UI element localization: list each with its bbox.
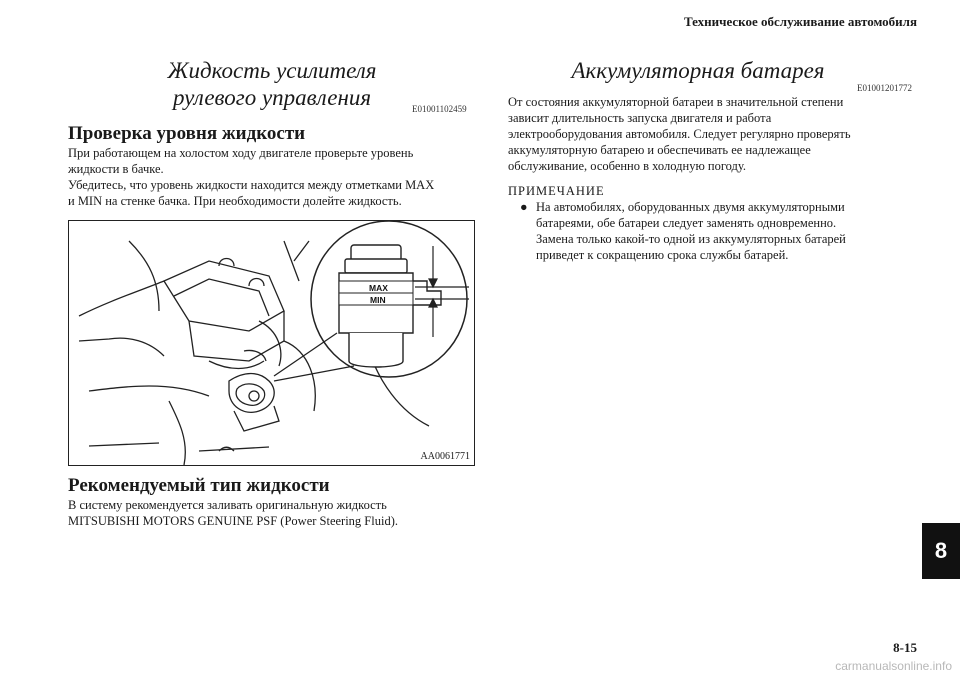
running-header: Техническое обслуживание автомобиля [683,14,917,29]
bullet-icon: ● [520,200,528,214]
note-line: приведет к сокращению срока службы батарей. [536,248,789,262]
note-line: батареями, обе батареи следует заменять одновременно. [536,216,837,230]
figure-label: AA0061771 [420,451,470,462]
max-mark: MAX [369,283,388,293]
battery-line: зависит длительность запуска двигателя и работа [508,111,772,125]
check-line: и MIN на стенке бачка. При необходимости долейте жидкость. [68,194,402,208]
battery-line: обслуживание, особенно в холодную погоду. [508,159,747,173]
section-title-line1: Жидкость усилителя [167,58,377,83]
battery-line: аккумуляторную батарею и обеспечивать ее надлежащее [508,143,811,157]
watermark: carmanualsonline.info [835,659,952,673]
fluid-text [68,497,488,529]
min-mark: MIN [370,295,386,305]
check-text [68,145,488,209]
reservoir-figure [68,220,475,466]
check-line: Убедитесь, что уровень жидкости находится между отметками MAX [68,178,435,192]
section-code-battery: E01001201772 [857,83,912,93]
section-code: E01001102459 [412,104,467,114]
note-title: ПРИМЕЧАНИЕ [508,184,605,198]
battery-line: электрооборудования автомобиля. Следует регулярно проверять [508,127,851,141]
battery-text [508,94,923,174]
section-title-battery: Аккумуляторная батарея [571,58,825,83]
fluid-heading: Рекомендуемый тип жидкости [68,475,330,496]
fluid-line: В систему рекомендуется заливать оригинальную жидкость [68,498,387,512]
note-line: Замена только какой-то одной из аккумуляторных батарей [536,232,846,246]
section-title-power-steering [72,57,472,111]
fluid-line: MITSUBISHI MOTORS GENUINE PSF (Power Steering Fluid). [68,514,398,528]
battery-line: От состояния аккумуляторной батареи в значительной степени [508,95,844,109]
page-number: 8-15 [893,640,917,655]
check-line: При работающем на холостом ходу двигателе проверьте уровень [68,146,414,160]
chapter-tab: 8 [922,523,960,579]
check-heading: Проверка уровня жидкости [68,123,306,144]
note-body [520,199,920,263]
note-line: На автомобилях, оборудованных двумя аккумуляторными [536,200,845,214]
reservoir-illustration [69,221,474,465]
check-line: жидкости в бачке. [68,162,164,176]
section-title-line2: рулевого управления [172,85,372,110]
